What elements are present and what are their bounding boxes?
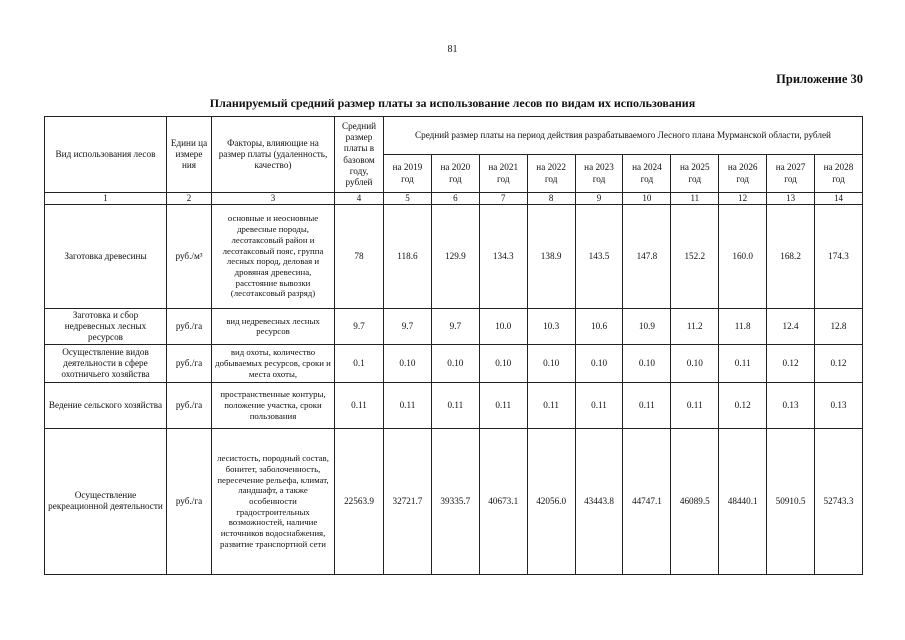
year-value-cell: 0.10	[575, 344, 623, 382]
fees-table	[44, 116, 863, 575]
header-base-fee: Средний размер платы в базовом году, рублей	[335, 117, 384, 193]
use-type-cell: Заготовка древесины	[45, 204, 167, 308]
column-number: 5	[384, 193, 432, 205]
year-value-cell: 9.7	[384, 308, 432, 344]
row-non-timber-resources	[45, 308, 863, 344]
year-value-cell: 134.3	[479, 204, 527, 308]
year-value-cell: 0.11	[384, 382, 432, 428]
row-agriculture	[45, 382, 863, 428]
factors-cell: вид охоты, количество добываемых ресурсов, сроки и места охоты,	[212, 344, 335, 382]
header-factors: Факторы, влияющие на размер платы (удаленность, качество)	[212, 117, 335, 193]
column-number: 11	[671, 193, 719, 205]
year-value-cell: 9.7	[431, 308, 479, 344]
base-fee-cell: 0.1	[335, 344, 384, 382]
year-value-cell: 0.11	[575, 382, 623, 428]
year-value-cell: 168.2	[767, 204, 815, 308]
year-value-cell: 42056.0	[527, 428, 575, 574]
page-number: 81	[447, 44, 458, 55]
year-value-cell: 0.13	[815, 382, 863, 428]
year-value-cell: 0.11	[623, 382, 671, 428]
base-fee-cell: 78	[335, 204, 384, 308]
factors-cell: пространственные контуры, положение участка, сроки пользования	[212, 382, 335, 428]
header-year: на 2024 год	[623, 155, 671, 193]
header-year: на 2022 год	[527, 155, 575, 193]
row-hunting-activities	[45, 344, 863, 382]
use-type-cell: Заготовка и сбор недревесных лесных ресурсов	[45, 308, 167, 344]
header-unit: Едини ца измере ния	[167, 117, 212, 193]
year-value-cell: 12.4	[767, 308, 815, 344]
column-number: 2	[167, 193, 212, 205]
unit-cell: руб./га	[167, 382, 212, 428]
year-value-cell: 0.12	[815, 344, 863, 382]
year-value-cell: 160.0	[719, 204, 767, 308]
base-fee-cell: 0.11	[335, 382, 384, 428]
year-value-cell: 147.8	[623, 204, 671, 308]
year-value-cell: 0.12	[767, 344, 815, 382]
header-year: на 2020 год	[431, 155, 479, 193]
year-value-cell: 0.10	[671, 344, 719, 382]
appendix-label: Приложение 30	[776, 72, 863, 86]
header-year: на 2027 год	[767, 155, 815, 193]
unit-cell: руб./га	[167, 308, 212, 344]
year-value-cell: 143.5	[575, 204, 623, 308]
year-value-cell: 174.3	[815, 204, 863, 308]
year-value-cell: 11.2	[671, 308, 719, 344]
base-fee-cell: 22563.9	[335, 428, 384, 574]
header-year: на 2026 год	[719, 155, 767, 193]
year-value-cell: 10.6	[575, 308, 623, 344]
year-value-cell: 50910.5	[767, 428, 815, 574]
year-value-cell: 0.11	[431, 382, 479, 428]
year-value-cell: 52743.3	[815, 428, 863, 574]
column-number: 12	[719, 193, 767, 205]
base-fee-cell: 9.7	[335, 308, 384, 344]
year-value-cell: 0.10	[527, 344, 575, 382]
year-value-cell: 39335.7	[431, 428, 479, 574]
year-value-cell: 48440.1	[719, 428, 767, 574]
column-number: 4	[335, 193, 384, 205]
year-value-cell: 0.11	[671, 382, 719, 428]
year-value-cell: 10.3	[527, 308, 575, 344]
year-value-cell: 10.0	[479, 308, 527, 344]
use-type-cell: Осуществление видов деятельности в сфере охотничьего хозяйства	[45, 344, 167, 382]
year-value-cell: 0.10	[623, 344, 671, 382]
year-value-cell: 0.11	[527, 382, 575, 428]
row-timber-harvesting	[45, 204, 863, 308]
year-value-cell: 32721.7	[384, 428, 432, 574]
factors-cell: основные и неосновные древесные породы, лесотаксовый район и лесотаксовый пояс, группа лесных пород, деловая и дровяная древесина, расстояние вывозки (лесотаксовый разряд)	[212, 204, 335, 308]
year-value-cell: 0.10	[479, 344, 527, 382]
year-value-cell: 43443.8	[575, 428, 623, 574]
year-value-cell: 0.12	[719, 382, 767, 428]
header-year: на 2028 год	[815, 155, 863, 193]
use-type-cell: Ведение сельского хозяйства	[45, 382, 167, 428]
year-value-cell: 118.6	[384, 204, 432, 308]
year-value-cell: 0.10	[431, 344, 479, 382]
table-body	[45, 204, 863, 574]
row-recreation	[45, 428, 863, 574]
year-value-cell: 0.11	[719, 344, 767, 382]
unit-cell: руб./га	[167, 344, 212, 382]
column-number: 14	[815, 193, 863, 205]
year-value-cell: 44747.1	[623, 428, 671, 574]
year-value-cell: 152.2	[671, 204, 719, 308]
year-value-cell: 0.10	[384, 344, 432, 382]
factors-cell: лесистость, породный состав, бонитет, заболоченность, пересечение рельефа, климат, ландшафт, а также особенности градостроительных возможностей, наличие источников водоснабжения, развитие транспортной сети	[212, 428, 335, 574]
column-number: 1	[45, 193, 167, 205]
year-value-cell: 46089.5	[671, 428, 719, 574]
column-number: 3	[212, 193, 335, 205]
unit-cell: руб./м³	[167, 204, 212, 308]
header-year: на 2021 год	[479, 155, 527, 193]
column-number: 6	[431, 193, 479, 205]
year-value-cell: 40673.1	[479, 428, 527, 574]
header-row	[45, 117, 863, 155]
column-index-row	[45, 193, 863, 205]
year-value-cell: 11.8	[719, 308, 767, 344]
column-number: 8	[527, 193, 575, 205]
year-value-cell: 0.13	[767, 382, 815, 428]
column-number: 7	[479, 193, 527, 205]
use-type-cell: Осуществление рекреационной деятельности	[45, 428, 167, 574]
header-use-type: Вид использования лесов	[45, 117, 167, 193]
header-year: на 2023 год	[575, 155, 623, 193]
header-year: на 2025 год	[671, 155, 719, 193]
header-period-fee: Средний размер платы на период действия разрабатываемого Лесного плана Мурманской области, рублей	[384, 117, 863, 155]
unit-cell: руб./га	[167, 428, 212, 574]
header-year: на 2019 год	[384, 155, 432, 193]
year-value-cell: 10.9	[623, 308, 671, 344]
column-number: 9	[575, 193, 623, 205]
column-number: 13	[767, 193, 815, 205]
column-number: 10	[623, 193, 671, 205]
year-value-cell: 129.9	[431, 204, 479, 308]
factors-cell: вид недревесных лесных ресурсов	[212, 308, 335, 344]
year-value-cell: 0.11	[479, 382, 527, 428]
year-value-cell: 12.8	[815, 308, 863, 344]
document-title: Планируемый средний размер платы за использование лесов по видам их использования	[209, 96, 696, 110]
year-value-cell: 138.9	[527, 204, 575, 308]
